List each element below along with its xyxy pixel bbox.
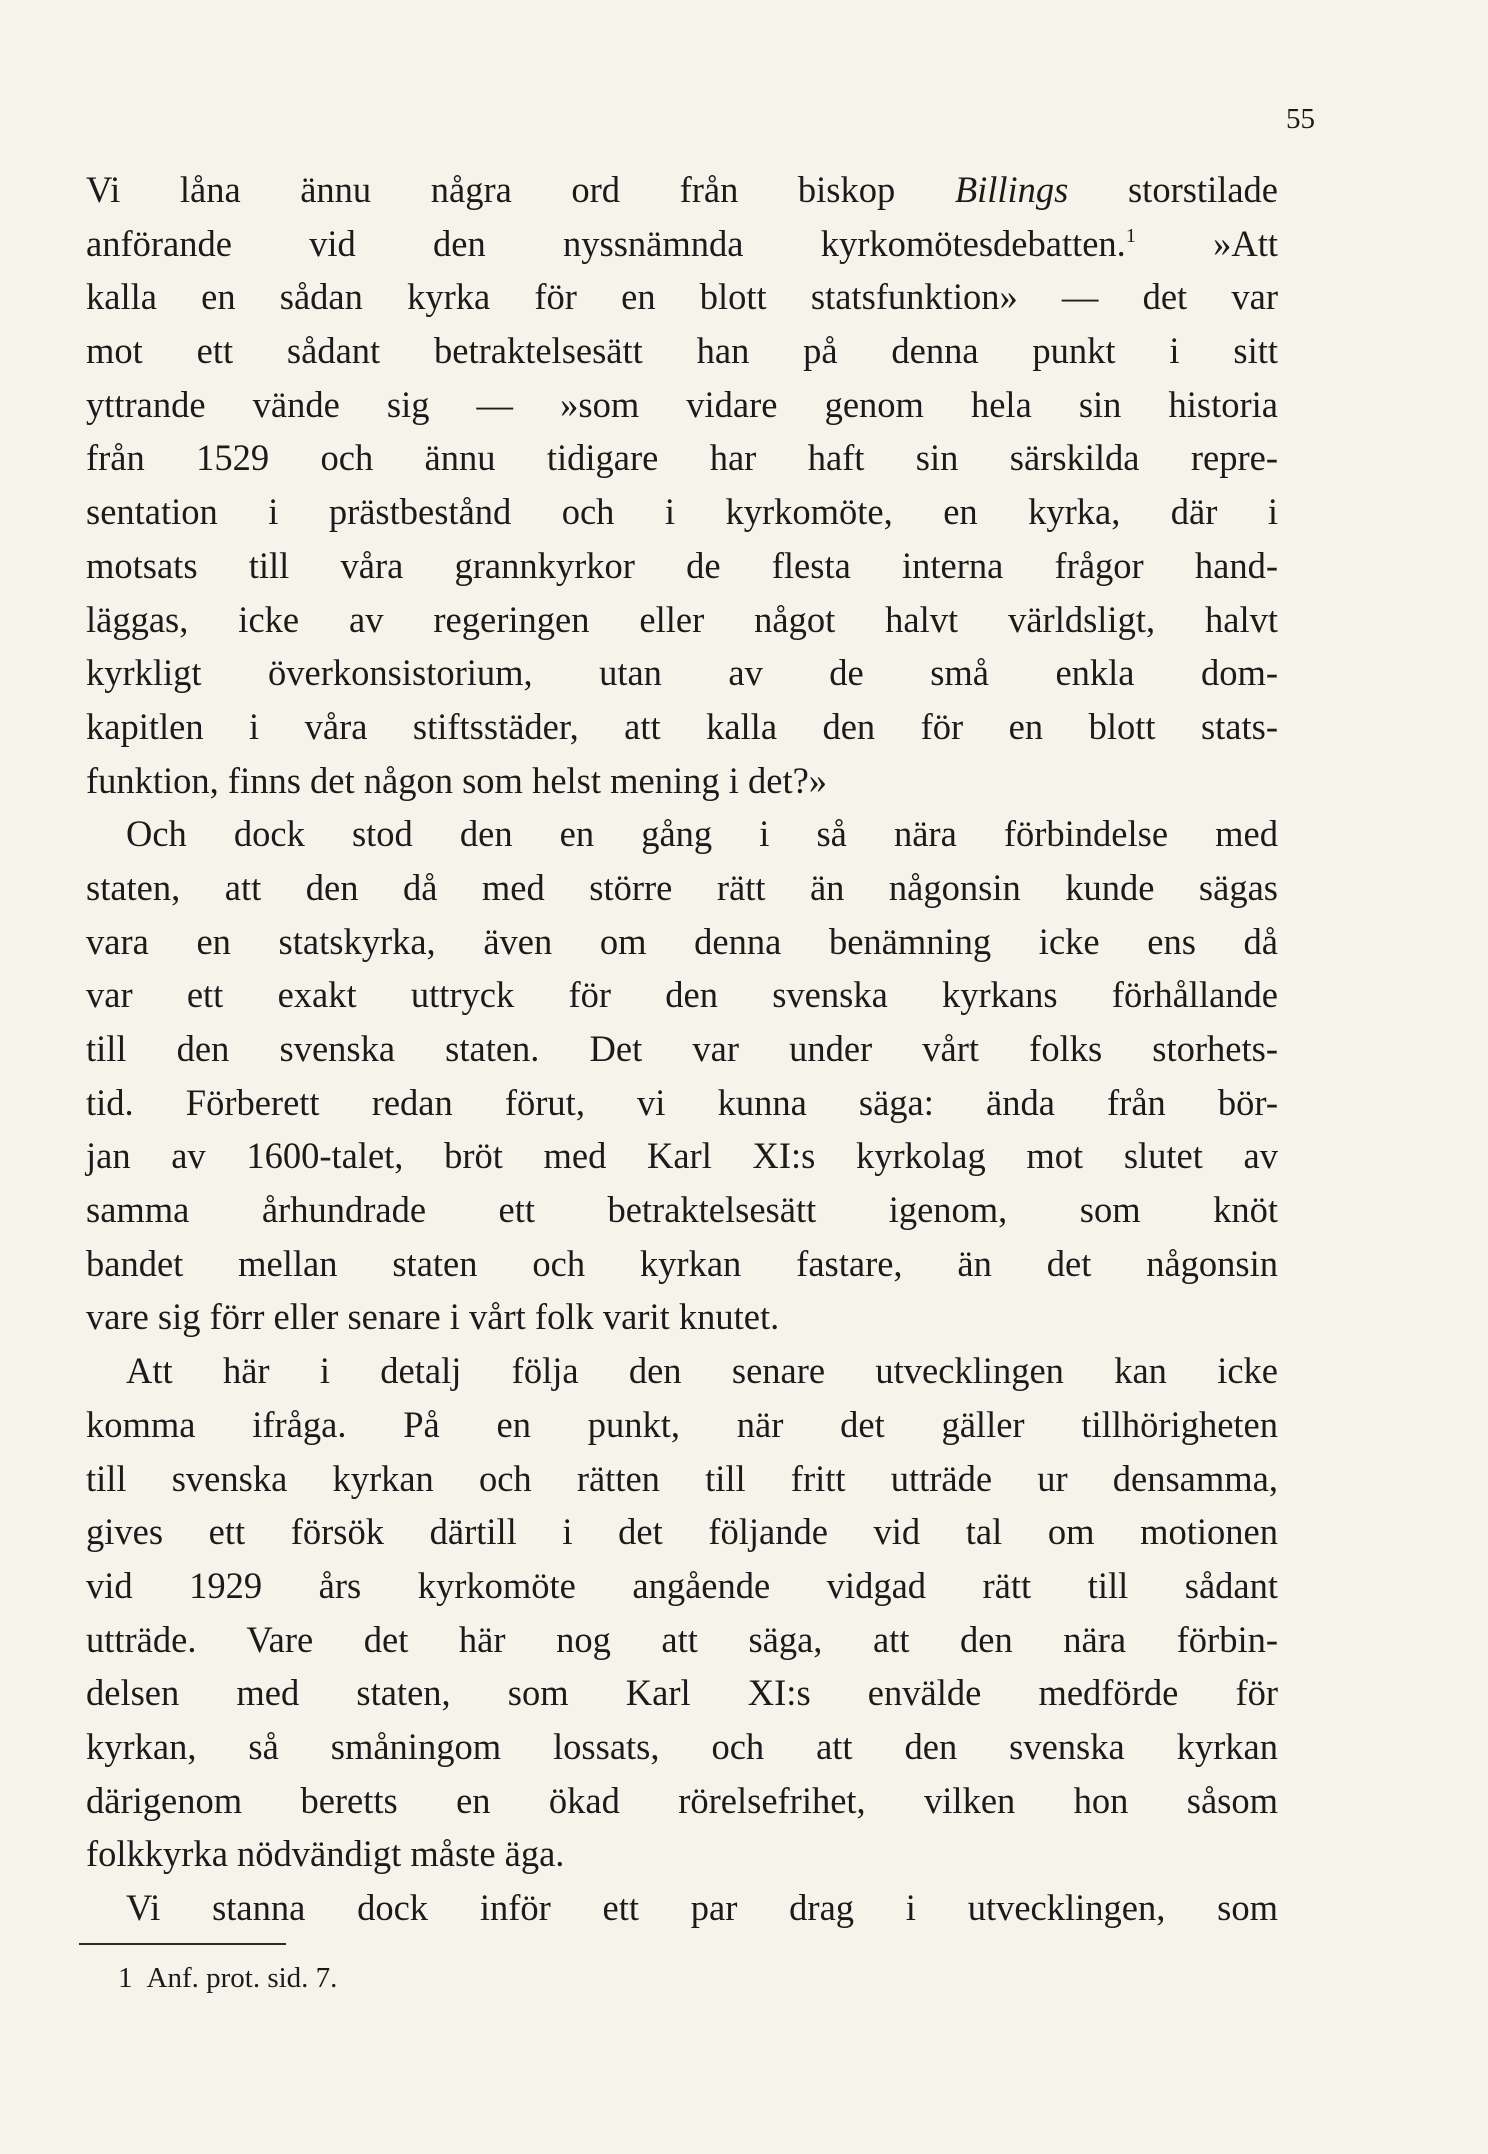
text-line: Vi stanna dock inför ett par drag i utvecklingen, som: [126, 1887, 1278, 1928]
text-line: delsen med staten, som Karl XI:s envälde medförde för: [86, 1672, 1278, 1714]
text-line: jan av 1600-talet, bröt med Karl XI:s kyrkolag mot slutet av: [86, 1135, 1278, 1177]
text-line: kyrkan, så småningom lossats, och att den svenska kyrkan: [86, 1725, 1278, 1767]
text-line: utträde. Vare det här nog att säga, att den nära förbin-: [86, 1618, 1278, 1660]
text-line: från 1529 och ännu tidigare har haft sin särskilda repre-: [86, 437, 1278, 479]
text-line: till svenska kyrkan och rätten till fritt utträde ur densamma,: [86, 1457, 1278, 1499]
text-line: motsats till våra grannkyrkor de flesta interna frågor hand-: [86, 544, 1278, 586]
text-line: vid 1929 års kyrkomöte angående vidgad rätt till sådant: [86, 1564, 1278, 1606]
text-line: kalla en sådan kyrka för en blott statsfunktion» — det var: [86, 276, 1278, 318]
page-number: 55: [1286, 103, 1315, 135]
text-line: mot ett sådant betraktelsesätt han på denna punkt i sitt: [86, 330, 1278, 372]
text-line: staten, att den då med större rätt än någonsin kunde sägas: [86, 866, 1278, 908]
text-line: gives ett försök därtill i det följande vid tal om motionen: [86, 1511, 1278, 1553]
text-line: kyrkligt överkonsistorium, utan av de små enkla dom-: [86, 652, 1278, 694]
text-line: kapitlen i våra stiftsstäder, att kalla den för en blott stats-: [86, 705, 1278, 747]
text-line: anförande vid den nyssnämnda kyrkomötesdebatten.$^1$ »Att: [86, 222, 1278, 264]
text-line: till den svenska staten. Det var under vårt folks storhets-: [86, 1028, 1278, 1069]
text-line: komma ifråga. På en punkt, när det gäller tillhörigheten: [86, 1403, 1278, 1445]
text-line: Att här i detalj följa den senare utvecklingen kan icke: [126, 1350, 1278, 1392]
text-line: folkkyrka nödvändigt måste äga.: [86, 1833, 565, 1875]
body-text: [86, 163, 1278, 1935]
text-line: bandet mellan staten och kyrkan fastare, än det någonsin: [86, 1242, 1278, 1284]
text-line: Och dock stod den en gång i så nära förbindelse med: [126, 813, 1278, 855]
footnote-mark: 1: [118, 1962, 133, 1994]
text-line: läggas, icke av regeringen eller något halvt världsligt, halvt: [86, 598, 1278, 640]
text-line: funktion, finns det någon som helst mening i det?»: [86, 759, 828, 801]
footnote-divider: [79, 1943, 286, 1945]
footnote: [118, 1958, 337, 1998]
footnote-reference: 1: [1125, 224, 1136, 247]
text-line: tid. Förberett redan förut, vi kunna säga: ända från bör-: [86, 1081, 1278, 1123]
text-line: vare sig förr eller senare i vårt folk varit knutet.: [86, 1296, 780, 1338]
text-line: sentation i prästbestånd och i kyrkomöte, en kyrka, där i: [86, 491, 1278, 533]
text-line: Vi låna ännu några ord från biskop Billings storstilade: [86, 169, 1278, 210]
text-line: var ett exakt uttryck för den svenska kyrkans förhållande: [86, 974, 1278, 1016]
footnote-text: Anf. prot. sid. 7.: [146, 1962, 338, 1994]
text-line: samma århundrade ett betraktelsesätt igenom, som knöt: [86, 1189, 1278, 1231]
text-line: därigenom beretts en ökad rörelsefrihet, vilken hon såsom: [86, 1779, 1278, 1821]
text-line: yttrande vände sig — »som vidare genom hela sin historia: [86, 383, 1278, 425]
text-line: vara en statskyrka, även om denna benämning icke ens då: [86, 920, 1278, 962]
emphasized-name: Billings: [954, 169, 1069, 210]
